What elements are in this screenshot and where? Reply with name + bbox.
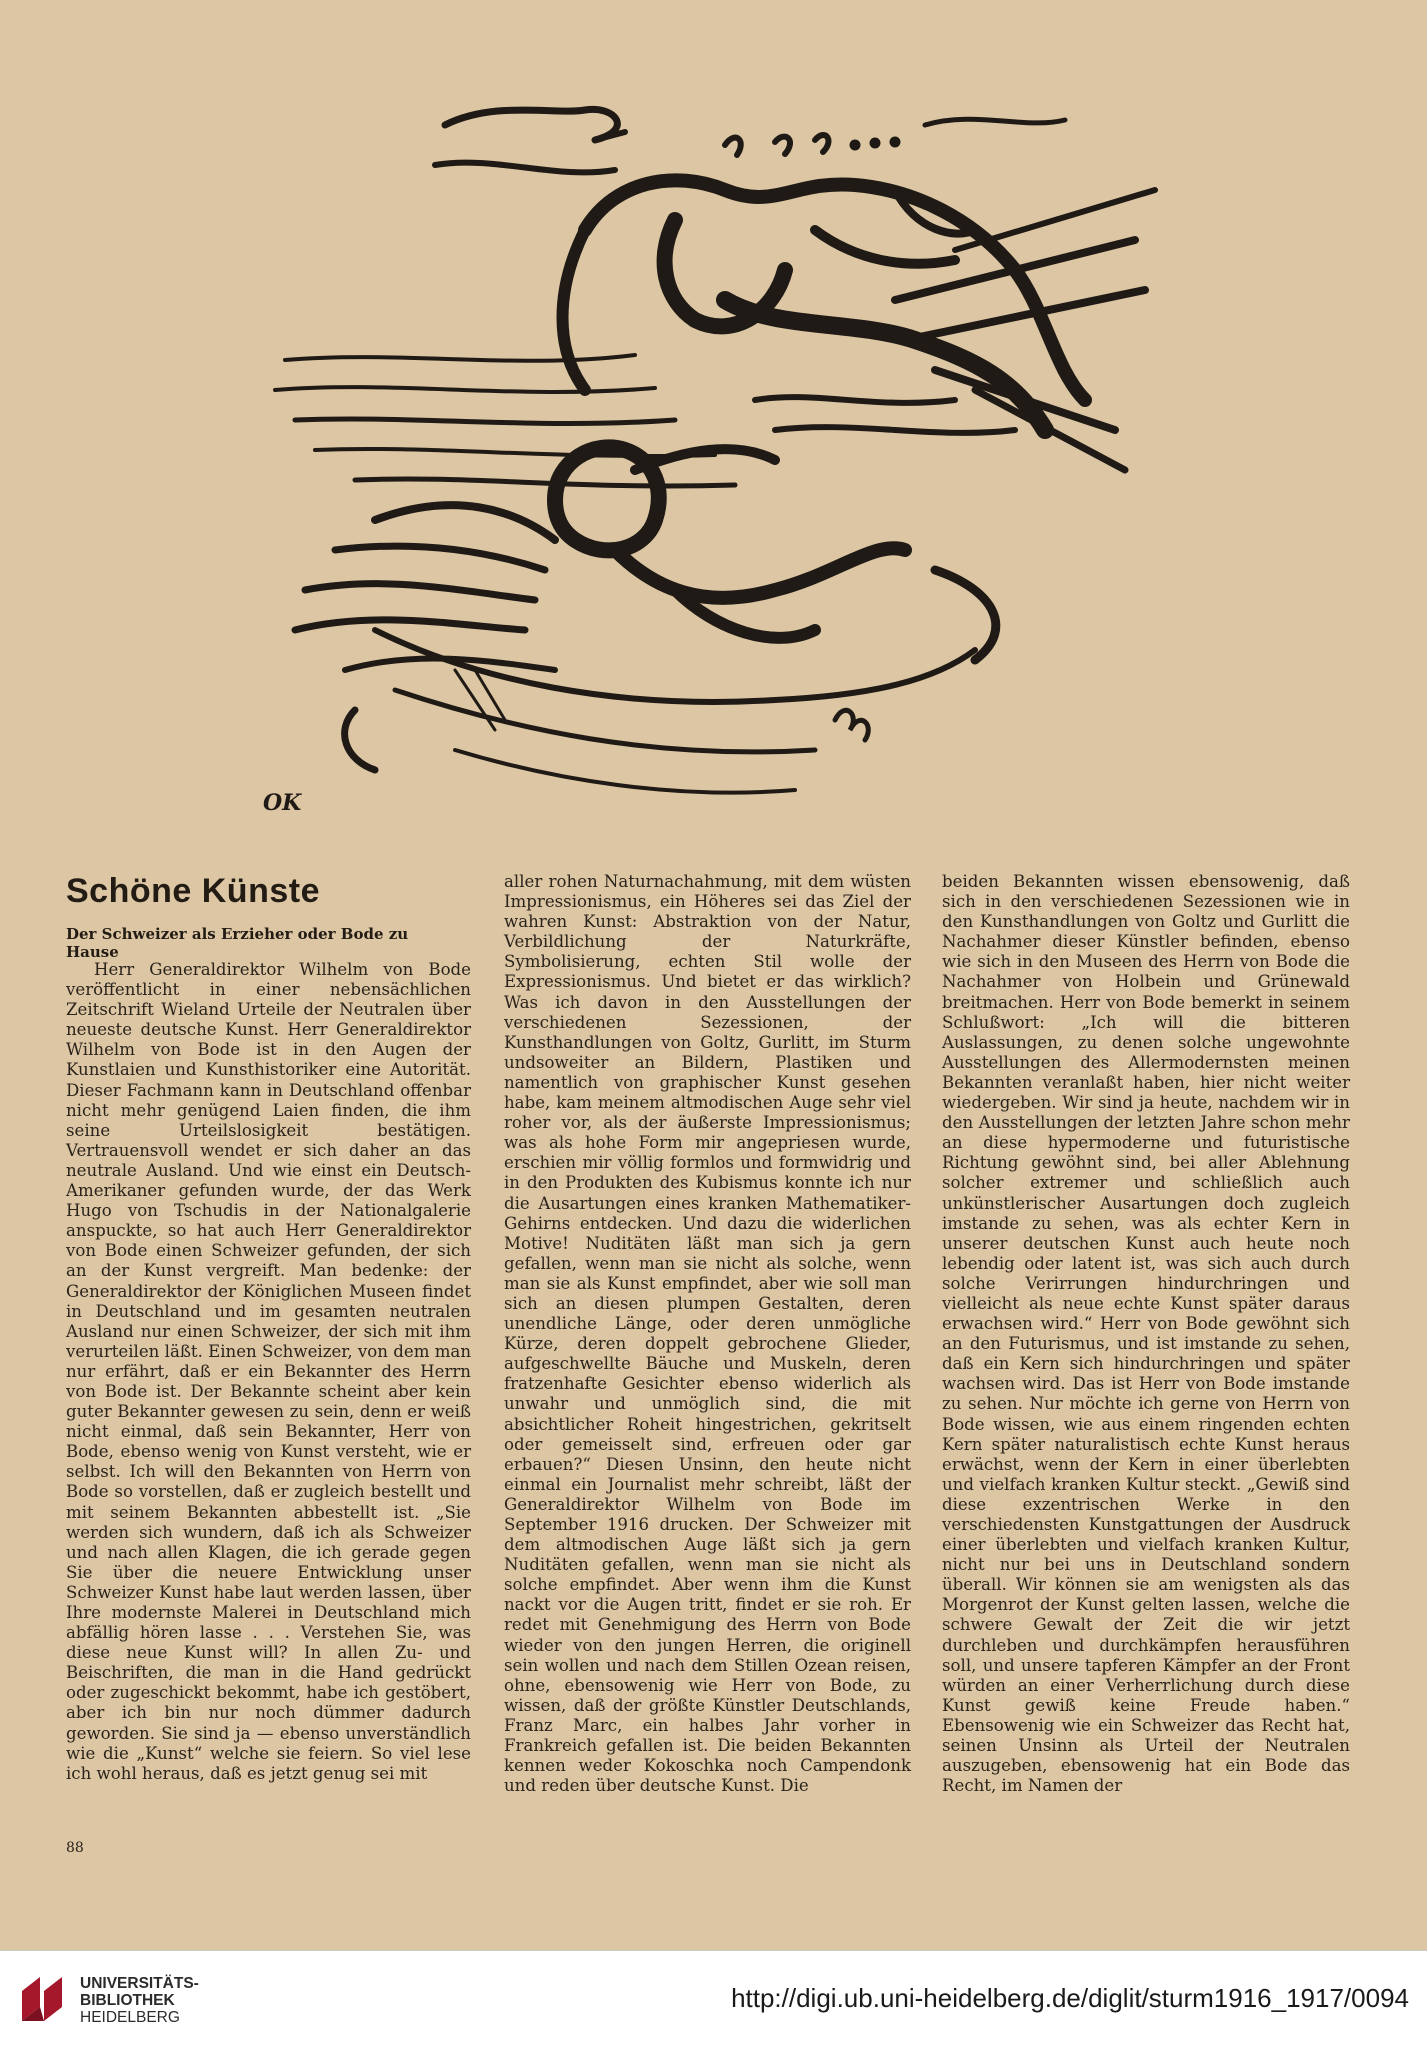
permalink-url[interactable]: http://digi.ub.uni-heidelberg.de/diglit/sturm1916_1917/0094: [731, 1983, 1409, 2013]
illustration-drawing: [255, 70, 1195, 840]
text-column-3: [942, 872, 1350, 1796]
page-number: 88: [66, 1840, 84, 1856]
text-column-1: [66, 960, 471, 1784]
text-column-2: [504, 872, 911, 1796]
library-name: [80, 1975, 199, 2026]
library-name-line-3: HEIDELBERG: [80, 2009, 180, 2026]
paragraph-col2: aller rohen Naturnachahmung, mit dem wüsten Impressionismus, ein Höheres sei das Ziel der wahren Kunst: Abstraktion von der Natur, Verbildlichung der Naturkräfte, Symbolisierung, echten Stil wolle der Expressionismus. Und bietet er das wirklich? Was ich davon in den Ausstellungen der verschiedenen Sezessionen, der Kunsthandlungen von Goltz, Gurlitt, im Sturm undsoweiter an Bildern, Plastiken und namentlich von graphischer Kunst gesehen habe, kam meinem altmodischen Auge sehr viel roher vor, als der äußerste Impressionismus; was als hohe Form mir angepriesen wurde, erschien mir völlig formlos und formwidrig und in den Produkten des Kubismus konnte ich nur die Ausartungen eines kranken Mathematiker-Gehirns entdecken. Und dazu die widerlichen Motive! Nuditäten läßt man sich ja gern gefallen, wenn man sie nicht als solche, wenn man sie als Kunst empfindet, aber wie soll man sich an diesen plumpen Gestalten, deren unendliche Länge, oder deren unmögliche Kürze, deren doppelt gebrochene Glieder, aufgeschwellte Bäuche und Muskeln, deren fratzenhafte Gesichter ebenso widerlich als unwahr und unmöglich sind, die mit absichtlicher Roheit hingestrichen, gekritselt oder gemeisselt sind, erfreuen oder gar erbauen?“ Diesen Unsinn, den heute nicht einmal ein Journalist mehr schreibt, läßt der Generaldirektor Wilhelm von Bode im September 1916 drucken. Der Schweizer mit dem altmodischen Auge läßt sich ja gern Nuditäten gefallen, wenn man sie nicht als solche empfindet. Aber wenn ihm die Kunst nackt vor die Augen tritt, findet er sie roh. Er redet mit Genehmigung des Herrn von Bode wieder von den jungen Herren, die originell sein wollen und nach dem Stillen Ozean reisen, ohne, ebensowenig wie Herr von Bode, zu wissen, daß der größte Künstler Deutschlands, Franz Marc, ein halbes Jahr vorher in Frankreich gefallen ist. Die beiden Bekannten kennen weder Kokoschka noch Campendonk und reden über deutsche Kunst. Die: [504, 872, 911, 1796]
university-library-logo-icon: [18, 1973, 66, 2025]
artist-signature: OK: [263, 790, 302, 816]
article-subtitle: Der Schweizer als Erzieher oder Bode zu Hause: [66, 925, 409, 961]
library-name-line-2: BIBLIOTHEK: [80, 1992, 175, 2009]
library-name-line-1: UNIVERSITÄTS-: [80, 1975, 199, 1992]
paragraph-col3: beiden Bekannten wissen ebensowenig, daß sich in den verschiedenen Sezessionen wie in den Kunsthandlungen von Goltz und Gurlitt die Nachahmer dieser Künstler befinden, ebenso wie sich in den Museen des Herrn von Bode die Nachahmer von Holbein und Grünewald breitmachen. Herr von Bode bemerkt in seinem Schlußwort: „Ich will die bitteren Auslassungen, zu denen solche ungewohnte Ausstellungen des Allermodernsten meinen Bekannten veranlaßt haben, hier nicht weiter wiedergeben. Wir sind ja heute, nachdem wir in den Ausstellungen der letzten Jahre schon mehr an diese hypermoderne und futuristische Richtung gewöhnt sind, bei aller Ablehnung solcher extremer und schließlich auch unkünstlerischer Ausartungen doch zugleich imstande zu sehen, was als echter Kern in unserer deutschen Kunst auch heute noch lebendig oder latent ist, was sich auch durch solche Verirrungen hindurchringen und vielleicht als neue echte Kunst später daraus erwachsen wird.“ Herr von Bode gewöhnt sich an den Futurismus, und ist imstande zu sehen, daß ein Kern sich hindurchringen und später wachsen wird. Das ist Herr von Bode imstande zu sehen. Nur möchte ich gerne von Herrn von Bode wissen, wie aus einem ringenden echten Kern später naturalistisch echte Kunst heraus erwächst, wenn der Kern in einer überlebten und vielfach kranken Kultur steckt. „Gewiß sind diese exzentrischen Werke in den verschiedensten Kunstgattungen der Ausdruck einer überlebten und vielfach kranken Kultur, nicht nur bei uns in Deutschland sondern überall. Wir können sie am wenigsten als das Morgenrot der Kunst gelten lassen, welche die schwere Gewalt der Zeit die wir jetzt durchleben und durchkämpfen herausführen soll, und unsere tapferen Kämpfer an der Front würden an einer Verherrlichung durch diese Kunst gewiß keine Freude haben.“ Ebensowenig wie ein Schweizer das Recht hat, seinen Unsinn als Urteil der Neutralen auszugeben, ebensowenig hat ein Bode das Recht, im Namen der: [942, 872, 1350, 1796]
footer-bar: [0, 1950, 1427, 2050]
paragraph-col1: Herr Generaldirektor Wilhelm von Bode veröffentlicht in einer nebensächlichen Zeitschrift Wieland Urteile der Neutralen über neueste deutsche Kunst. Herr Generaldirektor Wilhelm von Bode ist in den Augen der Kunstlaien und Kunsthistoriker eine Autorität. Dieser Fachmann kann in Deutschland offenbar nicht mehr genügend Laien finden, die ihm seine Urteilslosigkeit bestätigen. Vertrauensvoll wendet er sich daher an das neutrale Ausland. Und wie einst ein Deutsch-Amerikaner gefunden wurde, der das Werk Hugo von Tschudis in der Nationalgalerie anspuckte, so hat auch Herr Generaldirektor von Bode einen Schweizer gefunden, der sich an der Kunst vergreift. Man bedenke: der Generaldirektor der Königlichen Museen findet in Deutschland und im gesamten neutralen Ausland nur einen Schweizer, der sich mit ihm verurteilen läßt. Einen Schweizer, von dem man nur erfährt, daß er ein Bekannter des Herrn von Bode ist. Der Bekannte scheint aber kein guter Bekannter gewesen zu sein, denn er weiß nicht einmal, daß sein Bekannter, Herr von Bode, ebenso wenig von Kunst versteht, wie er selbst. Ich will den Bekannten von Herrn von Bode so vorstellen, daß er zugleich bestellt und mit seinem Bekannten abbestellt ist. „Sie werden sich wundern, daß ich als Schweizer und nach allen Klagen, die ich gerade gegen Sie über die neuere Entwicklung unser Schweizer Kunst habe laut werden lassen, über Ihre modernste Malerei in Deutschland mich abfällig hören lasse . . . Verstehen Sie, was diese neue Kunst will? In allen Zu- und Beischriften, die man in die Hand gedrückt oder zugeschickt bekommt, habe ich gestöbert, aber ich bin nur noch dümmer dadurch geworden. Sie sind ja — ebenso unverständlich wie die „Kunst“ welche sie feiern. So viel lese ich wohl heraus, daß es jetzt genug sei mit: [66, 960, 472, 1783]
woodcut-illustration: [255, 70, 1195, 840]
article-title: Schöne Künste: [66, 872, 320, 910]
